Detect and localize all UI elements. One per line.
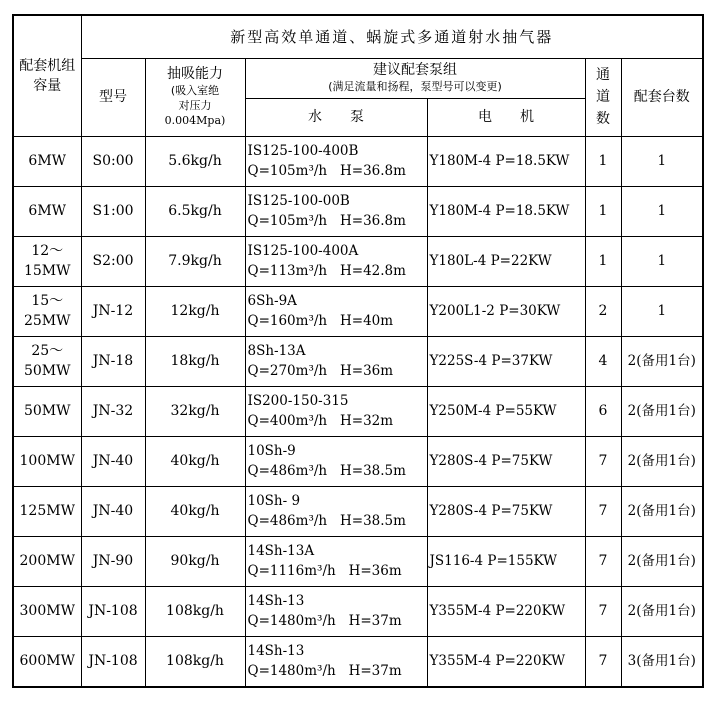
cell-suction: 12kg/h [145, 286, 245, 336]
pump-model: IS125-100-400A [247, 243, 359, 259]
table-row [13, 336, 703, 386]
motor-model: Y280S-4 [429, 453, 488, 469]
pump-params [248, 311, 425, 331]
pump-params [248, 561, 425, 581]
table-title: 新型高效单通道、蜗旋式多通道射水抽气器 [81, 15, 703, 58]
header-pump-group-main: 建议配套泵组 [373, 62, 457, 78]
cell-sets: 1 [621, 136, 703, 186]
pump-params [248, 511, 425, 531]
pump-flow: Q=113m³/h [247, 263, 328, 279]
pump-model: 14Sh-13 [247, 593, 305, 609]
cell-channels: 1 [585, 186, 621, 236]
table-body [13, 136, 703, 687]
motor-power: P=37KW [491, 353, 553, 369]
pump-model: 6Sh-9A [247, 293, 297, 309]
cell-channels: 2 [585, 286, 621, 336]
motor-power: P=55KW [495, 403, 557, 419]
header-suction-sub2: 对压力 [178, 99, 212, 112]
cell-model: JN-18 [81, 336, 145, 386]
header-motor: 电 机 [427, 98, 585, 136]
motor-power: P=155KW [487, 553, 558, 569]
cell-sets: 2(备用1台) [621, 536, 703, 586]
pump-flow: Q=486m³/h [247, 513, 328, 529]
pump-head: H=32m [339, 413, 394, 429]
pump-head: H=36.8m [339, 213, 406, 229]
cell-capacity: 15～25MW [13, 286, 81, 336]
cell-suction: 108kg/h [145, 586, 245, 636]
pump-flow: Q=160m³/h [247, 313, 328, 329]
motor-power: P=75KW [491, 503, 553, 519]
table-wrapper [12, 14, 704, 688]
pump-model: 10Sh- 9 [247, 493, 301, 509]
pump-params [248, 661, 425, 681]
table-row [13, 486, 703, 536]
cell-channels: 6 [585, 386, 621, 436]
cell-channels: 4 [585, 336, 621, 386]
table-row [13, 436, 703, 486]
cell-capacity: 300MW [13, 586, 81, 636]
cell-model: S2:00 [81, 236, 145, 286]
ejector-spec-table [12, 14, 704, 688]
cell-motor [427, 186, 585, 236]
header-pump: 水 泵 [245, 98, 427, 136]
pump-params [248, 211, 425, 231]
table-row [13, 636, 703, 687]
table-row [13, 136, 703, 186]
cell-motor [427, 136, 585, 186]
cell-pump [245, 186, 427, 236]
motor-power: P=22KW [490, 253, 552, 269]
table-row [13, 586, 703, 636]
cell-sets: 3(备用1台) [621, 636, 703, 687]
motor-model: JS116-4 [429, 553, 484, 569]
pump-head: H=37m [348, 663, 402, 679]
cell-pump [245, 536, 427, 586]
pump-head: H=42.8m [339, 263, 406, 279]
pump-model: 14Sh-13A [247, 543, 315, 559]
cell-channels: 7 [585, 636, 621, 687]
pump-model: 10Sh-9 [247, 443, 296, 459]
cell-sets: 2(备用1台) [621, 586, 703, 636]
header-pump-group [245, 58, 585, 98]
header-suction-main: 抽吸能力 [167, 66, 223, 82]
pump-params [248, 411, 425, 431]
header-pump-group-note: (满足流量和扬程，泵型号可以变更) [328, 80, 502, 93]
cell-sets: 2(备用1台) [621, 436, 703, 486]
cell-suction: 90kg/h [145, 536, 245, 586]
pump-head: H=36.8m [339, 163, 406, 179]
motor-model: Y180M-4 [429, 203, 492, 219]
cell-motor [427, 536, 585, 586]
cell-model: JN-40 [81, 486, 145, 536]
header-channels: 通道数 [585, 58, 621, 136]
cell-channels: 1 [585, 136, 621, 186]
cell-pump [245, 136, 427, 186]
cell-capacity: 125MW [13, 486, 81, 536]
motor-model: Y280S-4 [429, 503, 488, 519]
motor-power: P=18.5KW [495, 203, 570, 219]
cell-pump [245, 236, 427, 286]
table-row [13, 536, 703, 586]
motor-power: P=220KW [495, 603, 566, 619]
cell-sets: 1 [621, 186, 703, 236]
cell-model: JN-90 [81, 536, 145, 586]
pump-params [248, 461, 425, 481]
header-capacity: 配套机组容量 [13, 15, 81, 136]
cell-channels: 7 [585, 436, 621, 486]
cell-motor [427, 386, 585, 436]
pump-flow: Q=1116m³/h [247, 563, 336, 579]
cell-suction: 6.5kg/h [145, 186, 245, 236]
table-row [13, 236, 703, 286]
cell-model: S1:00 [81, 186, 145, 236]
cell-motor [427, 636, 585, 687]
cell-capacity: 6MW [13, 186, 81, 236]
cell-sets: 2(备用1台) [621, 336, 703, 386]
cell-pump [245, 636, 427, 687]
cell-capacity: 600MW [13, 636, 81, 687]
cell-channels: 7 [585, 486, 621, 536]
pump-params [248, 161, 425, 181]
cell-motor [427, 486, 585, 536]
pump-flow: Q=270m³/h [247, 363, 328, 379]
cell-suction: 18kg/h [145, 336, 245, 386]
cell-pump [245, 286, 427, 336]
cell-sets: 2(备用1台) [621, 386, 703, 436]
cell-motor [427, 236, 585, 286]
pump-head: H=36m [348, 563, 402, 579]
pump-head: H=36m [339, 363, 394, 379]
cell-capacity: 200MW [13, 536, 81, 586]
cell-capacity: 50MW [13, 386, 81, 436]
motor-model: Y200L1-2 [429, 303, 495, 319]
pump-params [248, 261, 425, 281]
cell-suction: 108kg/h [145, 636, 245, 687]
cell-suction: 5.6kg/h [145, 136, 245, 186]
motor-model: Y180L-4 [429, 253, 487, 269]
cell-channels: 7 [585, 536, 621, 586]
cell-capacity: 100MW [13, 436, 81, 486]
motor-model: Y180M-4 [429, 153, 492, 169]
cell-suction: 7.9kg/h [145, 236, 245, 286]
motor-model: Y355M-4 [429, 653, 492, 669]
table-header [13, 15, 703, 136]
cell-sets: 1 [621, 236, 703, 286]
cell-pump [245, 486, 427, 536]
pump-head: H=37m [348, 613, 402, 629]
pump-head: H=38.5m [339, 513, 406, 529]
pump-flow: Q=400m³/h [247, 413, 328, 429]
cell-capacity: 25～50MW [13, 336, 81, 386]
pump-model: 14Sh-13 [247, 643, 305, 659]
header-suction-sub1: (吸入室绝 [170, 84, 220, 97]
pump-model: IS125-100-00B [247, 193, 350, 209]
pump-head: H=40m [339, 313, 394, 329]
table-row [13, 386, 703, 436]
cell-model: JN-12 [81, 286, 145, 336]
motor-power: P=30KW [499, 303, 561, 319]
cell-model: S0:00 [81, 136, 145, 186]
cell-pump [245, 586, 427, 636]
cell-channels: 7 [585, 586, 621, 636]
cell-model: JN-108 [81, 586, 145, 636]
cell-model: JN-32 [81, 386, 145, 436]
pump-params [248, 611, 425, 631]
table-row [13, 286, 703, 336]
cell-suction: 40kg/h [145, 436, 245, 486]
cell-pump [245, 386, 427, 436]
cell-motor [427, 586, 585, 636]
pump-head: H=38.5m [339, 463, 406, 479]
motor-power: P=220KW [495, 653, 566, 669]
motor-model: Y250M-4 [429, 403, 492, 419]
cell-sets: 2(备用1台) [621, 486, 703, 536]
table-row [13, 186, 703, 236]
pump-flow: Q=105m³/h [247, 213, 328, 229]
motor-power: P=18.5KW [495, 153, 570, 169]
cell-capacity: 12～15MW [13, 236, 81, 286]
cell-suction: 40kg/h [145, 486, 245, 536]
cell-pump [245, 336, 427, 386]
motor-model: Y225S-4 [429, 353, 488, 369]
header-suction-sub3: 0.004Mpa) [164, 114, 226, 127]
pump-flow: Q=1480m³/h [247, 613, 336, 629]
motor-model: Y355M-4 [429, 603, 492, 619]
cell-motor [427, 336, 585, 386]
cell-suction: 32kg/h [145, 386, 245, 436]
cell-model: JN-40 [81, 436, 145, 486]
pump-params [248, 361, 425, 381]
cell-capacity: 6MW [13, 136, 81, 186]
cell-channels: 1 [585, 236, 621, 286]
cell-sets: 1 [621, 286, 703, 336]
header-model: 型号 [81, 58, 145, 136]
pump-model: 8Sh-13A [247, 343, 306, 359]
cell-motor [427, 436, 585, 486]
pump-flow: Q=105m³/h [247, 163, 328, 179]
cell-model: JN-108 [81, 636, 145, 687]
motor-power: P=75KW [491, 453, 553, 469]
cell-pump [245, 436, 427, 486]
header-suction [145, 58, 245, 136]
header-sets: 配套台数 [621, 58, 703, 136]
pump-model: IS125-100-400B [247, 143, 359, 159]
pump-model: IS200-150-315 [247, 393, 349, 409]
pump-flow: Q=1480m³/h [247, 663, 336, 679]
pump-flow: Q=486m³/h [247, 463, 328, 479]
cell-motor [427, 286, 585, 336]
